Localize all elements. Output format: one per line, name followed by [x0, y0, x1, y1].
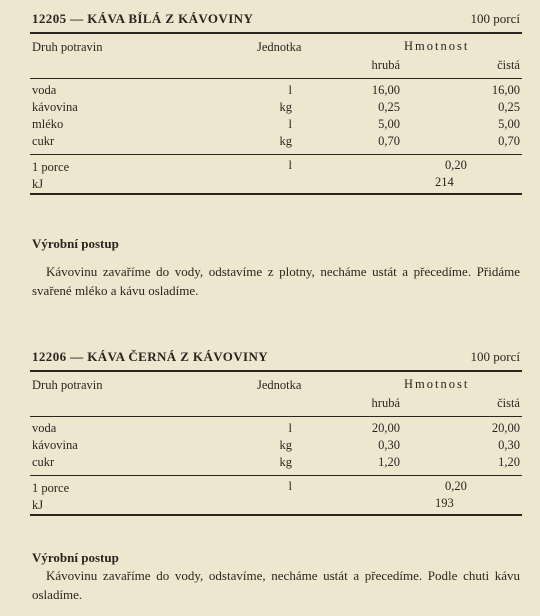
ingredient-name: cukr [32, 455, 55, 469]
column-header-food: Druh potravin [32, 40, 103, 54]
portion-unit: l [288, 479, 292, 493]
table-row [30, 116, 522, 133]
table-row [30, 99, 522, 116]
ingredient-gross-weight: 1,20 [378, 455, 400, 469]
ingredient-name: kávovina [32, 438, 78, 452]
ingredient-gross-weight: 0,70 [378, 134, 400, 148]
ingredient-gross-weight: 0,30 [378, 438, 400, 452]
table-bottom-rule [30, 514, 522, 516]
ingredient-gross-weight: 20,00 [371, 421, 400, 435]
portion-unit: l [288, 158, 292, 172]
recipe-title: 12205 — KÁVA BÍLÁ Z KÁVOVINY [32, 11, 254, 26]
ingredient-unit: kg [279, 438, 292, 452]
procedure-heading: Výrobní postup [32, 550, 119, 565]
table-row [30, 420, 522, 437]
ingredient-net-weight: 0,70 [498, 134, 520, 148]
ingredient-name: kávovina [32, 100, 78, 114]
column-header-unit: Jednotka [257, 378, 302, 392]
ingredient-net-weight: 16,00 [491, 83, 520, 97]
recipe-card [30, 6, 522, 298]
portion-totals [30, 155, 522, 193]
energy-label: kJ [32, 177, 44, 191]
procedure-text: Kávovinu zavaříme do vody, odstavíme, necháme ustát a přecedíme. Podle chuti kávu osladíme. [32, 568, 520, 602]
column-header-gross: hrubá [371, 58, 400, 72]
ingredient-net-weight: 5,00 [498, 117, 520, 131]
procedure-text: Kávovinu zavaříme do vody, odstavíme z plotny, necháme ustát a přecedíme. Přidáme svařené mléko a kávu osladíme. [32, 264, 520, 298]
table-row [30, 454, 522, 471]
ingredient-name: mléko [32, 117, 64, 131]
energy-label: kJ [32, 498, 44, 512]
ingredient-gross-weight: 0,25 [378, 100, 400, 114]
table-row [30, 133, 522, 150]
column-header-weight: Hmotnost [404, 377, 470, 391]
table-row [30, 437, 522, 454]
ingredient-unit: l [288, 421, 292, 435]
ingredient-list [30, 79, 522, 154]
ingredient-net-weight: 20,00 [491, 421, 520, 435]
ingredient-gross-weight: 5,00 [378, 117, 400, 131]
portion-label: 1 porce [32, 160, 70, 174]
portion-count: 100 porcí [470, 11, 520, 26]
ingredient-gross-weight: 16,00 [371, 83, 400, 97]
recipe-card [30, 344, 522, 602]
portion-value: 0,20 [445, 158, 467, 172]
ingredient-unit: l [288, 83, 292, 97]
portion-value: 0,20 [445, 479, 467, 493]
ingredient-unit: kg [279, 100, 292, 114]
procedure-heading: Výrobní postup [32, 236, 119, 251]
recipe-header [30, 344, 522, 370]
energy-value: 214 [435, 175, 454, 189]
table-column-headers [30, 372, 522, 416]
ingredient-unit: l [288, 117, 292, 131]
table-row [30, 82, 522, 99]
ingredient-list [30, 417, 522, 475]
portion-count: 100 porcí [470, 349, 520, 364]
recipe-title: 12206 — KÁVA ČERNÁ Z KÁVOVINY [32, 349, 269, 364]
portion-label: 1 porce [32, 481, 70, 495]
column-header-gross: hrubá [371, 396, 400, 410]
ingredient-net-weight: 1,20 [498, 455, 520, 469]
ingredient-name: cukr [32, 134, 55, 148]
column-header-weight: Hmotnost [404, 39, 470, 53]
portion-totals [30, 476, 522, 514]
recipe-header [30, 6, 522, 32]
ingredient-net-weight: 0,25 [498, 100, 520, 114]
column-header-net: čistá [497, 58, 520, 72]
ingredient-name: voda [32, 421, 57, 435]
table-column-headers [30, 34, 522, 78]
column-header-unit: Jednotka [257, 40, 302, 54]
ingredient-unit: kg [279, 134, 292, 148]
ingredient-name: voda [32, 83, 57, 97]
table-bottom-rule [30, 193, 522, 195]
ingredient-net-weight: 0,30 [498, 438, 520, 452]
column-header-food: Druh potravin [32, 378, 103, 392]
column-header-net: čistá [497, 396, 520, 410]
energy-value: 193 [435, 496, 454, 510]
ingredient-unit: kg [279, 455, 292, 469]
